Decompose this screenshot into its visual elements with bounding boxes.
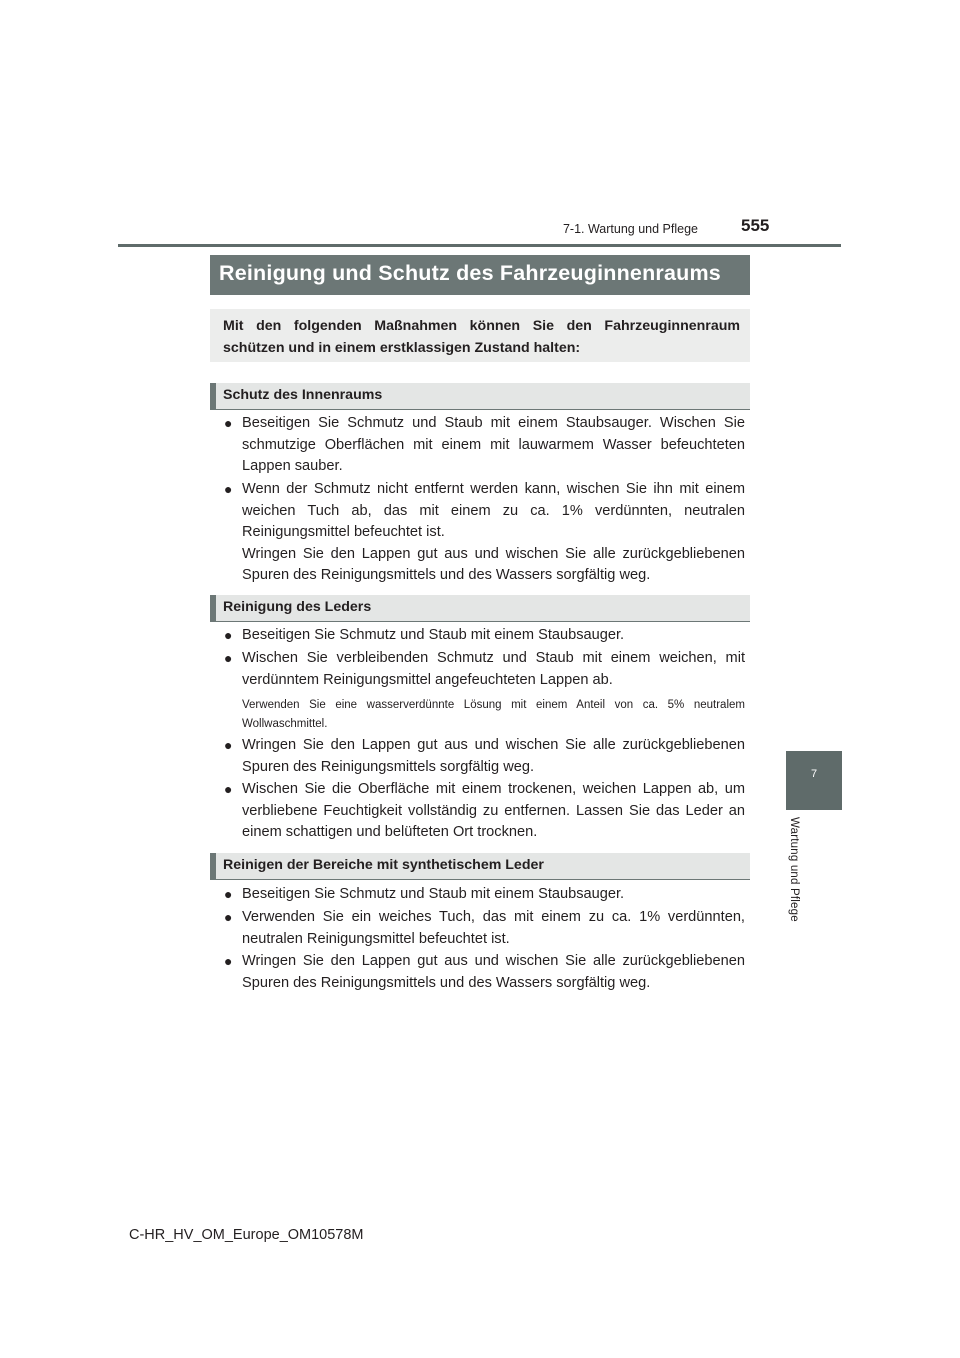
list-item-text: Wringen Sie den Lappen gut aus und wischen Sie alle zurückgebliebenen Spuren des Reinigungsmittels und des Wassers sorgfältig weg. xyxy=(242,953,745,991)
section-breadcrumb: 7-1. Wartung und Pflege xyxy=(562,222,698,236)
document-footer-id: C-HR_HV_OM_Europe_OM10578M xyxy=(129,1227,364,1243)
list-item xyxy=(224,951,745,994)
list-item xyxy=(224,735,745,778)
list-item-text: Wringen Sie den Lappen gut aus und wischen Sie alle zurückgebliebenen Spuren des Reinigungsmittels sorgfältig weg. xyxy=(242,737,745,775)
header-rule xyxy=(118,244,841,247)
bullet-icon: ● xyxy=(224,737,233,753)
section-heading-leather: Reinigung des Leders xyxy=(210,595,750,622)
bullet-icon: ● xyxy=(224,953,233,969)
section-heading-interior: Schutz des Innenraums xyxy=(210,383,750,410)
bullet-icon: ● xyxy=(224,650,233,666)
list-item xyxy=(224,625,745,647)
section-heading-synthetic-leather: Reinigen der Bereiche mit synthetischem Leder xyxy=(210,853,750,880)
list-item xyxy=(224,907,745,950)
list-item-text: Wenn der Schmutz nicht entfernt werden kann, wischen Sie ihn mit einem weichen Tuch ab, das mit einem zu ca. 1% verdünnten, neutralen Reinigungsmittel befeuchtet ist. xyxy=(242,481,745,540)
list-item xyxy=(224,884,745,906)
list-item xyxy=(224,779,745,844)
list-item-text-continued: Wringen Sie den Lappen gut aus und wischen Sie alle zurückgebliebenen Spuren des Reinigungsmittels und des Wassers sorgfältig weg. xyxy=(242,545,745,583)
chapter-tab xyxy=(786,751,842,810)
list-item-text: Wischen Sie die Oberfläche mit einem trockenen, weichen Lappen ab, um verbliebene Feuchtigkeit vollständig zu entfernen. Lassen Sie das Leder an einem schattigen und belüfteten Ort trocknen. xyxy=(242,781,745,840)
page-number: 555 xyxy=(741,216,770,235)
list-item xyxy=(224,479,745,587)
list-item-text: Beseitigen Sie Schmutz und Staub mit einem Staubsauger. xyxy=(242,627,625,643)
bullet-icon: ● xyxy=(224,781,233,797)
bullet-icon: ● xyxy=(224,627,233,643)
chapter-label: Wartung und Pflege xyxy=(788,817,800,922)
bullet-icon: ● xyxy=(224,415,233,431)
page-title: Reinigung und Schutz des Fahrzeuginnenraums xyxy=(210,255,750,295)
chapter-number: 7 xyxy=(810,768,818,780)
bullet-icon: ● xyxy=(224,481,233,497)
list-item xyxy=(224,648,745,691)
leather-note: Verwenden Sie eine wasserverdünnte Lösung mit einem Anteil von ca. 5% neutralem Wollwaschmittel. xyxy=(242,699,745,730)
bullet-icon: ● xyxy=(224,886,233,902)
list-item-text: Verwenden Sie ein weiches Tuch, das mit einem zu ca. 1% verdünnten, neutralen Reinigungsmittel befeuchtet ist. xyxy=(242,909,745,947)
list-item xyxy=(224,413,745,478)
list-item-text: Beseitigen Sie Schmutz und Staub mit einem Staubsauger. Wischen Sie schmutzige Oberflächen mit einem mit lauwarmem Wasser befeuchteten Lappen sauber. xyxy=(242,415,745,474)
intro-box: Mit den folgenden Maßnahmen können Sie den Fahrzeuginnenraum schützen und in einem erstklassigen Zustand halten: xyxy=(210,309,750,362)
bullet-icon: ● xyxy=(224,909,233,925)
list-item-text: Beseitigen Sie Schmutz und Staub mit einem Staubsauger. xyxy=(242,886,625,902)
list-item-text: Wischen Sie verbleibenden Schmutz und Staub mit einem weichen, mit verdünntem Reinigungsmittel angefeuchteten Lappen ab. xyxy=(242,650,745,688)
